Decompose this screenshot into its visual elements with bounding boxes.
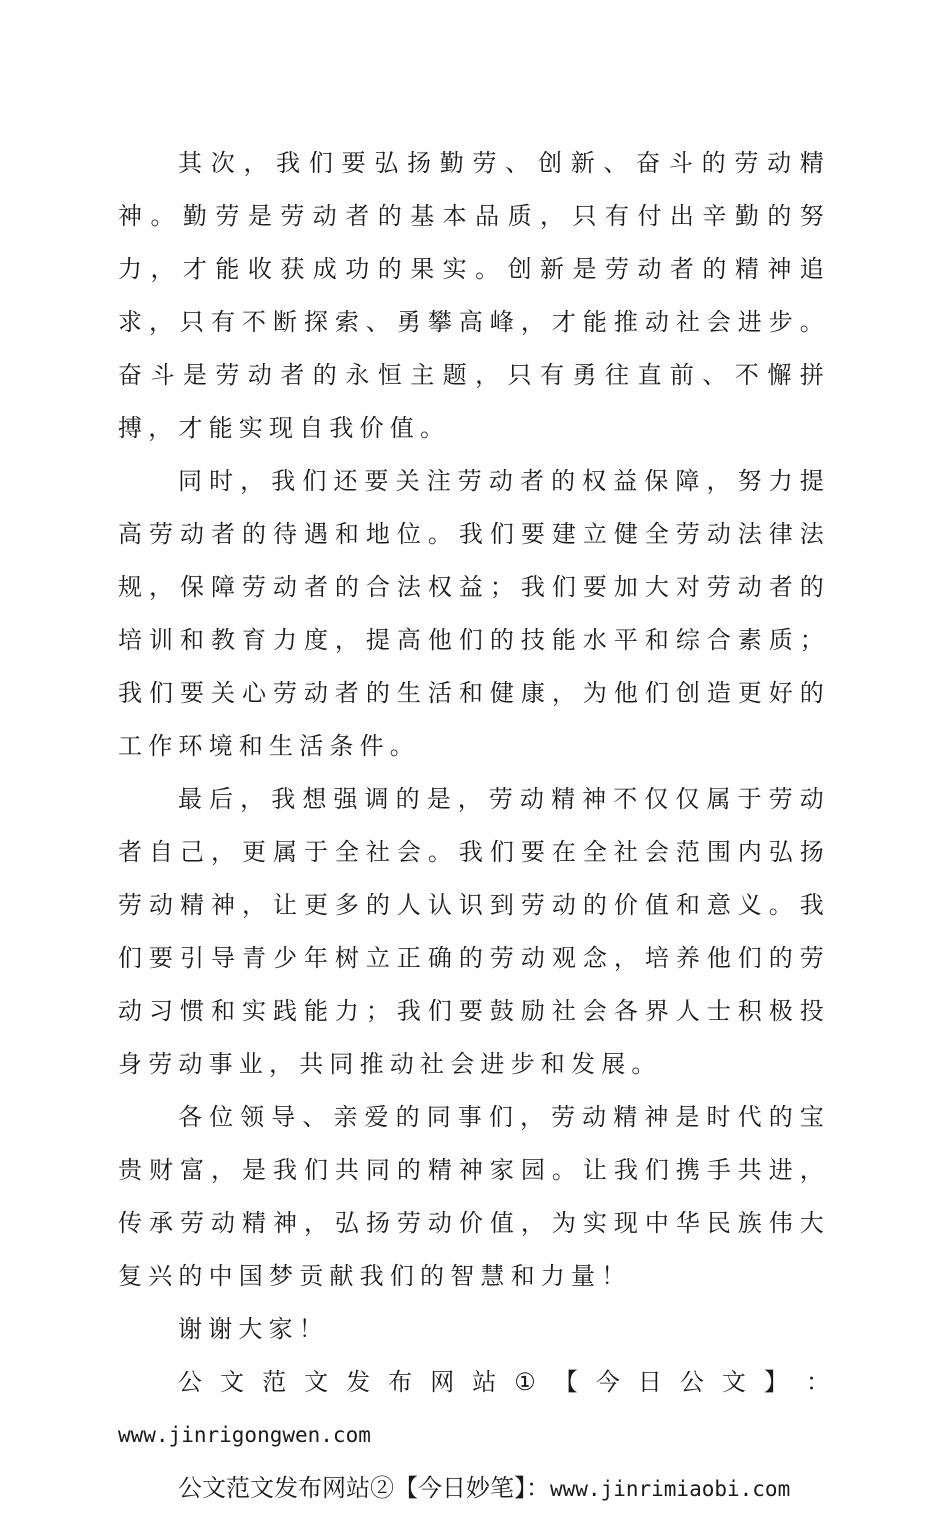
document-body (118, 137, 830, 1516)
website-link-2-url[interactable]: www.jinrimiaobi.com (550, 1477, 791, 1501)
website-link-2 (118, 1462, 830, 1516)
website-link-1-url[interactable]: www.jinrigongwen.com (118, 1423, 371, 1447)
closing-thanks: 谢谢大家！ (178, 1315, 329, 1343)
website-link-1 (118, 1356, 830, 1462)
paragraph: 各位领导、亲爱的同事们，劳动精神是时代的宝贵财富，是我们共同的精神家园。让我们携手共进，传承劳动精神，弘扬劳动价值，为实现中华民族伟大复兴的中国梦贡献我们的智慧和力量！ (118, 1103, 830, 1290)
paragraph: 其次，我们要弘扬勤劳、创新、奋斗的劳动精神。勤劳是劳动者的基本品质，只有付出辛勤的努力，才能收获成功的果实。创新是劳动者的精神追求，只有不断探索、勇攀高峰，才能推动社会进步。奋斗是劳动者的永恒主题，只有勇往直前、不懈拼搏，才能实现自我价值。 (118, 149, 830, 442)
paragraph: 同时，我们还要关注劳动者的权益保障，努力提高劳动者的待遇和地位。我们要建立健全劳动法律法规，保障劳动者的合法权益；我们要加大对劳动者的培训和教育力度，提高他们的技能水平和综合素质；我们要关心劳动者的生活和健康，为他们创造更好的工作环境和生活条件。 (118, 467, 830, 760)
website-link-2-label: 公文范文发布网站②【今日妙笔】： (178, 1474, 550, 1502)
paragraph: 最后，我想强调的是，劳动精神不仅仅属于劳动者自己，更属于全社会。我们要在全社会范围内弘扬劳动精神，让更多的人认识到劳动的价值和意义。我们要引导青少年树立正确的劳动观念，培养他们的劳动习惯和实践能力；我们要鼓励社会各界人士积极投身劳动事业，共同推动社会进步和发展。 (118, 785, 830, 1078)
website-link-1-label: 公 文 范 文 发 布 网 站 ① 【 今 日 公 文 】 ： (178, 1368, 830, 1396)
